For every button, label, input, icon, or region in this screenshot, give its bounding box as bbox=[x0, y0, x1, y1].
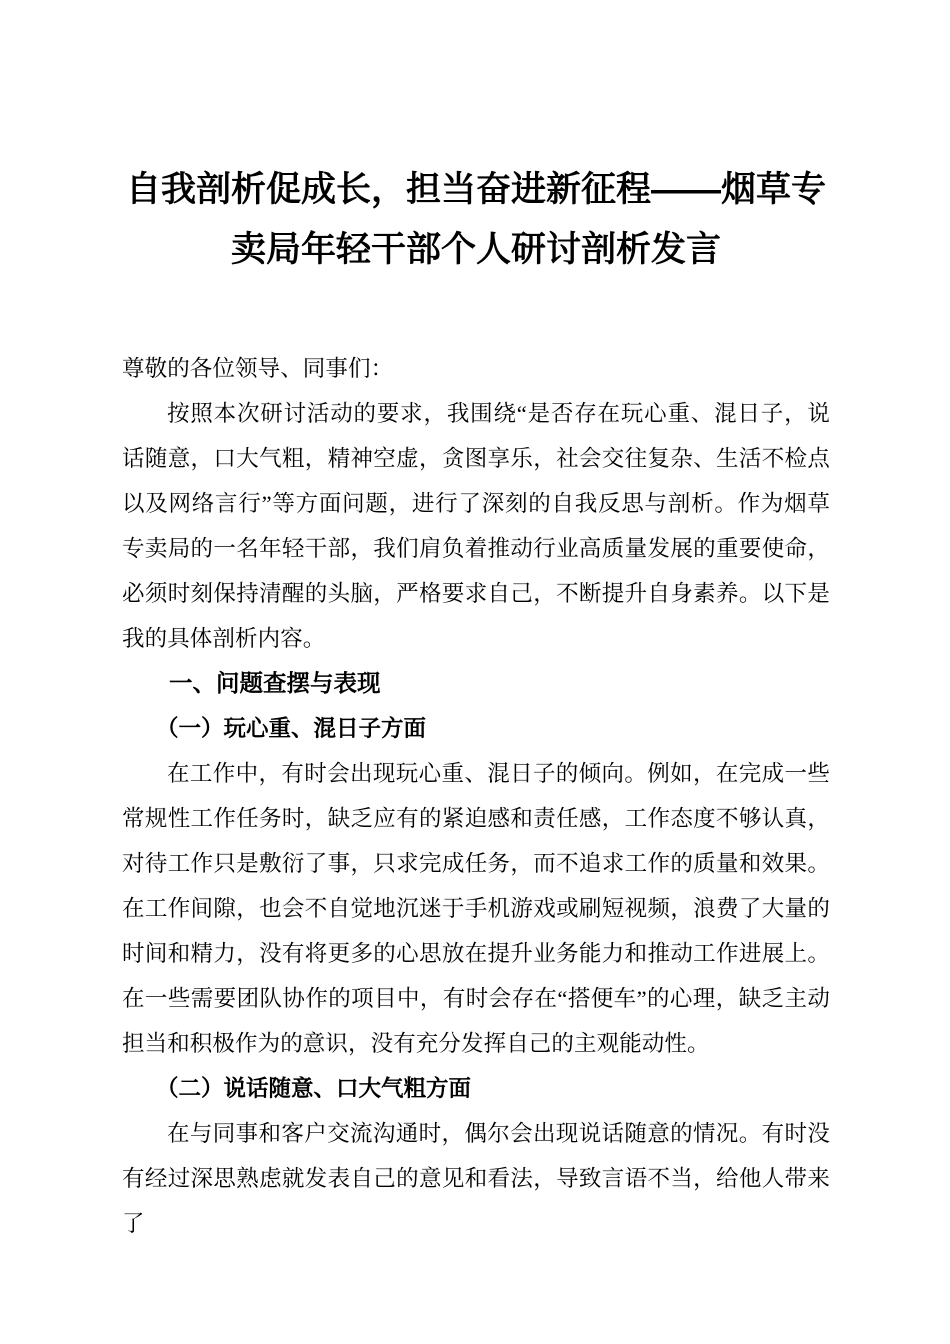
salutation-line: 尊敬的各位领导、同事们： bbox=[122, 356, 394, 381]
sub-heading-1-2: （二）说话随意、口大气粗方面 bbox=[156, 1076, 472, 1101]
document-content bbox=[122, 0, 830, 1246]
page-title: 自我剖析促成长，担当奋进新征程——烟草专卖局年轻干部个人研讨剖析发言 bbox=[125, 170, 826, 269]
paragraph-1-2: 在与同事和客户交流沟通时，偶尔会出现说话随意的情况。有时没有经过深思熟虑就发表自己的意见和看法，导致言语不当，给他人带来了 bbox=[122, 1121, 830, 1236]
intro-paragraph: 按照本次研讨活动的要求，我围绕“是否存在玩心重、混日子，说话随意，口大气粗，精神空虚，贪图享乐，社会交往复杂、生活不检点以及网络言行”等方面问题，进行了深刻的自我反思与剖析。作为烟草专卖局的一名年轻干部，我们肩负着推动行业高质量发展的重要使命，必须时刻保持清醒的头脑，严格要求自己，不断提升自身素养。以下是我的具体剖析内容。 bbox=[122, 401, 830, 651]
sub-heading-1-1: （一）玩心重、混日子方面 bbox=[156, 716, 427, 741]
paragraph-1-1: 在工作中，有时会出现玩心重、混日子的倾向。例如，在完成一些常规性工作任务时，缺乏应有的紧迫感和责任感，工作态度不够认真，对待工作只是敷衍了事，只求完成任务，而不追求工作的质量和效果。在工作间隙，也会不自觉地沉迷于手机游戏或刷短视频，浪费了大量的时间和精力，没有将更多的心思放在提升业务能力和推动工作进展上。在一些需要团队协作的项目中，有时会存在“搭便车”的心理，缺乏主动担当和积极作为的意识，没有充分发挥自己的主观能动性。 bbox=[122, 761, 830, 1056]
section-heading-1: 一、问题查摆与表现 bbox=[169, 670, 381, 696]
